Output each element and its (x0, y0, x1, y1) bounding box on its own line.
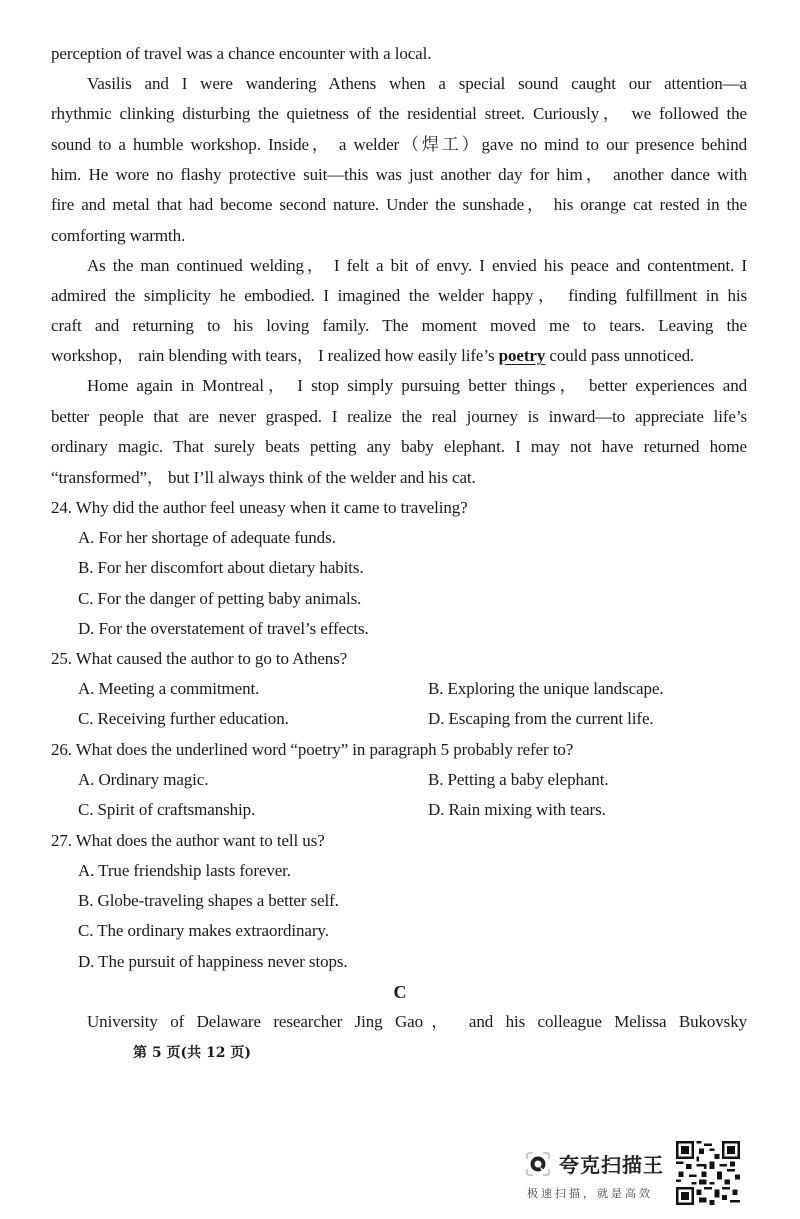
passage-line: fire and metal that had become second nature. Under the sunshade， his orange cat rested in the (51, 195, 747, 214)
question-option: B. Petting a baby elephant. (428, 770, 609, 789)
question-stem: 26. What does the underlined word “poetry” in paragraph 5 probably refer to? (51, 740, 574, 759)
question-option: A. For her shortage of adequate funds. (78, 528, 336, 547)
question-option: A. Meeting a commitment. (78, 679, 260, 698)
question-option: D. The pursuit of happiness never stops. (78, 952, 348, 971)
passage-line-poetry (51, 346, 747, 366)
scanner-watermark (525, 1143, 675, 1208)
text-before: workshop， rain blending with tears， I realized how easily life’s (51, 346, 499, 365)
question-option: C. For the danger of petting baby animals. (78, 589, 362, 608)
question-option: D. For the overstatement of travel’s effects. (78, 619, 369, 638)
question-option: C. Spirit of craftsmanship. (78, 800, 256, 819)
question-option: B. Globe-traveling shapes a better self. (78, 891, 339, 910)
passage-line: perception of travel was a chance encounter with a local. (51, 44, 432, 63)
passage-line: craft and returning to his loving family. The moment moved me to tears. Leaving the (51, 316, 747, 335)
question-stem: 25. What caused the author to go to Athens? (51, 649, 348, 668)
page-number: 第 5 页(共 12 页) (133, 1045, 251, 1061)
question-option: D. Escaping from the current life. (428, 709, 654, 728)
passage-line: comforting warmth. (51, 226, 186, 245)
question-stem: 27. What does the author want to tell us? (51, 831, 325, 850)
passage-line: better people that are never grasped. I realize the real journey is inward—to appreciate life’s (51, 407, 747, 426)
passage-line: him. He wore no flashy protective suit—this was just another day for him， another dance with (51, 165, 747, 184)
passage-line: University of Delaware researcher Jing Gao， and his colleague Melissa Bukovsky (87, 1012, 747, 1031)
watermark-brand: 夸克扫描王 (559, 1153, 664, 1177)
question-stem: 24. Why did the author feel uneasy when it came to traveling? (51, 498, 468, 517)
passage-line: admired the simplicity he embodied. I imagined the welder happy， finding fulfillment in his (51, 286, 747, 305)
passage-line: Vasilis and I were wandering Athens when a special sound caught our attention—a (87, 74, 747, 93)
watermark-slogan: 极速扫描，就是高效 (527, 1187, 653, 1200)
text-after: could pass unnoticed. (545, 346, 695, 365)
underlined-word-poetry: poetry (498, 346, 546, 365)
passage-line: sound to a humble workshop. Inside， a welder（焊工）gave no mind to our presence behind (51, 135, 747, 154)
passage-line: “transformed”， but I’ll always think of the welder and his cat. (51, 468, 476, 487)
passage-line: ordinary magic. That surely beats petting any baby elephant. I may not have returned home (51, 437, 747, 456)
question-option: A. True friendship lasts forever. (78, 861, 291, 880)
question-option: C. Receiving further education. (78, 709, 289, 728)
question-option: B. Exploring the unique landscape. (428, 679, 664, 698)
qr-code-icon[interactable] (676, 1141, 740, 1205)
question-option: B. For her discomfort about dietary habits. (78, 558, 364, 577)
question-option: D. Rain mixing with tears. (428, 800, 606, 819)
passage-line: rhythmic clinking disturbing the quietness of the residential street. Curiously， we followed the (51, 104, 747, 123)
passage-line: Home again in Montreal， I stop simply pursuing better things， better experiences and (87, 376, 747, 395)
question-option: C. The ordinary makes extraordinary. (78, 921, 329, 940)
section-heading: C (393, 982, 407, 1002)
quark-scanner-logo-icon (525, 1151, 551, 1177)
passage-line: As the man continued welding， I felt a bit of envy. I envied his peace and contentment. I (87, 256, 747, 275)
question-option: A. Ordinary magic. (78, 770, 209, 789)
